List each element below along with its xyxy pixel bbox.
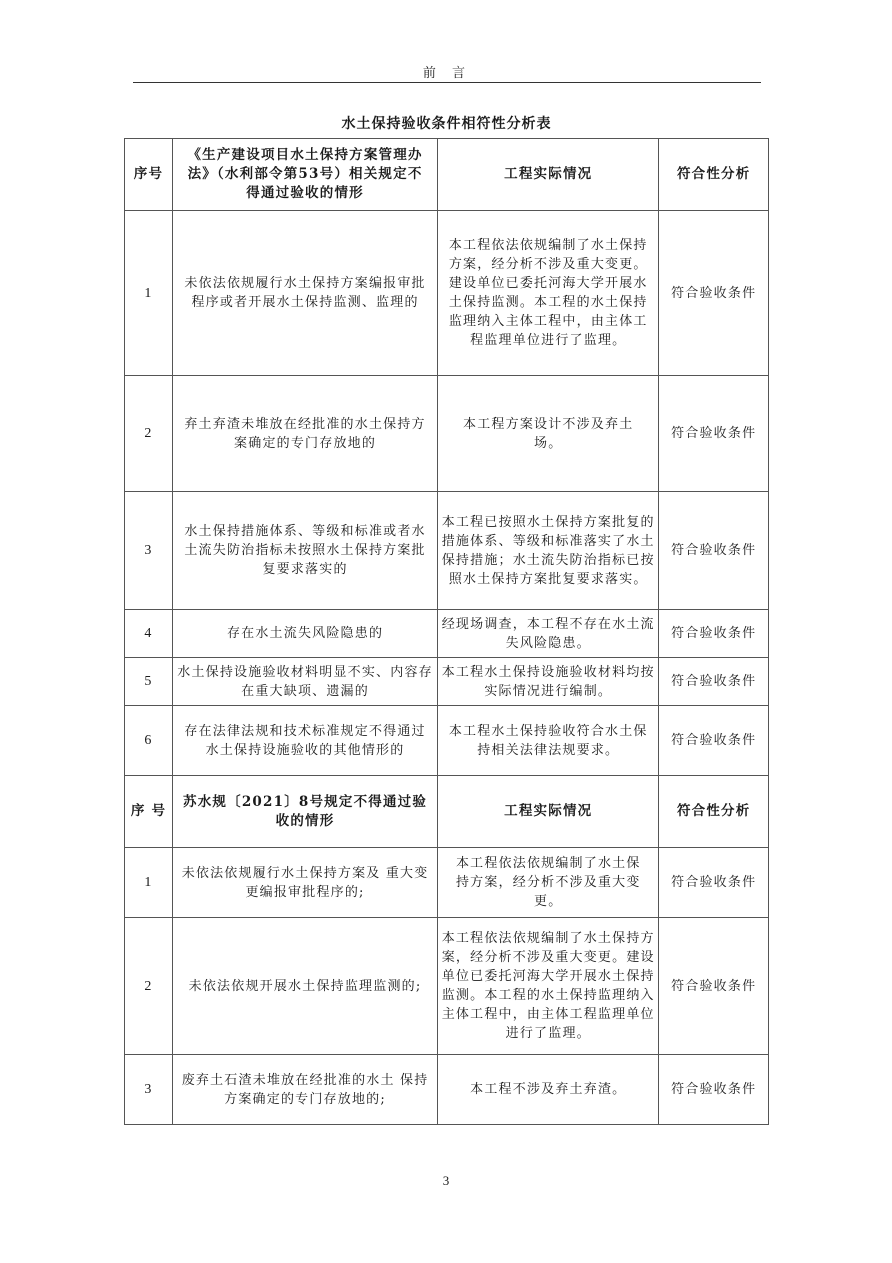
row-analysis: 符合验收条件 [659, 610, 769, 658]
table-row [125, 610, 769, 658]
row-actual: 本工程依法依规编制了水土保持方案，经分析不涉及重大变更。 [438, 848, 659, 918]
table-header-row [125, 139, 769, 211]
row-number: 2 [125, 918, 173, 1055]
row-number: 6 [125, 706, 173, 776]
header-seq: 序 号 [125, 776, 173, 848]
table-row [125, 848, 769, 918]
row-condition: 弃土弃渣未堆放在经批准的水土保持方案确定的专门存放地的 [173, 376, 438, 492]
row-number: 1 [125, 848, 173, 918]
row-actual: 本工程依法依规编制了水土保持方案，经分析不涉及重大变更。建设单位已委托河海大学开展水土保持监测。本工程的水土保持监理纳入主体工程中，由主体工程监理单位进行了监理。 [438, 211, 659, 376]
page-header: 前 言 [422, 66, 472, 81]
header-rule [133, 82, 761, 83]
row-condition: 水土保持设施验收材料明显不实、内容存在重大缺项、遗漏的 [173, 658, 438, 706]
row-actual: 本工程不涉及弃土弃渣。 [438, 1055, 659, 1125]
table-row [125, 1055, 769, 1125]
row-analysis: 符合验收条件 [659, 211, 769, 376]
row-condition: 存在水土流失风险隐患的 [173, 610, 438, 658]
header-analysis: 符合性分析 [659, 139, 769, 211]
row-number: 3 [125, 492, 173, 610]
row-analysis: 符合验收条件 [659, 1055, 769, 1125]
table-title: 水土保持验收条件相符性分析表 [341, 116, 552, 132]
row-condition: 废弃土石渣未堆放在经批准的水土 保持方案确定的专门存放地的; [173, 1055, 438, 1125]
row-actual: 本工程已按照水土保持方案批复的措施体系、等级和标准落实了水土保持措施；水土流失防治指标已按照水土保持方案批复要求落实。 [438, 492, 659, 610]
row-number: 4 [125, 610, 173, 658]
row-number: 2 [125, 376, 173, 492]
table-row [125, 658, 769, 706]
table-row [125, 706, 769, 776]
row-condition: 未依法依规开展水土保持监理监测的; [173, 918, 438, 1055]
table-header-row [125, 776, 769, 848]
row-number: 1 [125, 211, 173, 376]
row-number: 3 [125, 1055, 173, 1125]
row-actual: 本工程方案设计不涉及弃土场。 [438, 376, 659, 492]
page-number: 3 [442, 1173, 450, 1188]
row-analysis: 符合验收条件 [659, 848, 769, 918]
row-condition: 存在法律法规和技术标准规定不得通过水土保持设施验收的其他情形的 [173, 706, 438, 776]
row-actual: 本工程依法依规编制了水土保持方案，经分析不涉及重大变更。建设单位已委托河海大学开展水土保持监测。本工程的水土保持监理纳入主体工程中，由主体工程监理单位进行了监理。 [438, 918, 659, 1055]
table-row [125, 211, 769, 376]
row-analysis: 符合验收条件 [659, 918, 769, 1055]
header-condition: 《生产建设项目水土保持方案管理办法》（水利部令第53号）相关规定不得通过验收的情形 [173, 139, 438, 211]
row-condition: 未依法依规履行水土保持方案编报审批程序或者开展水土保持监测、监理的 [173, 211, 438, 376]
row-actual: 经现场调查，本工程不存在水土流失风险隐患。 [438, 610, 659, 658]
header-condition: 苏水规〔2021〕8号规定不得通过验收的情形 [173, 776, 438, 848]
row-number: 5 [125, 658, 173, 706]
compliance-table [124, 138, 769, 1125]
row-condition: 未依法依规履行水土保持方案及 重大变更编报审批程序的; [173, 848, 438, 918]
row-analysis: 符合验收条件 [659, 706, 769, 776]
row-condition: 水土保持措施体系、等级和标准或者水土流失防治指标未按照水土保持方案批复要求落实的 [173, 492, 438, 610]
header-analysis: 符合性分析 [659, 776, 769, 848]
header-seq: 序号 [125, 139, 173, 211]
row-actual: 本工程水土保持设施验收材料均按实际情况进行编制。 [438, 658, 659, 706]
header-actual: 工程实际情况 [438, 776, 659, 848]
table-row [125, 918, 769, 1055]
row-analysis: 符合验收条件 [659, 658, 769, 706]
table-row [125, 492, 769, 610]
row-analysis: 符合验收条件 [659, 492, 769, 610]
row-actual: 本工程水土保持验收符合水土保持相关法律法规要求。 [438, 706, 659, 776]
table-row [125, 376, 769, 492]
row-analysis: 符合验收条件 [659, 376, 769, 492]
header-actual: 工程实际情况 [438, 139, 659, 211]
